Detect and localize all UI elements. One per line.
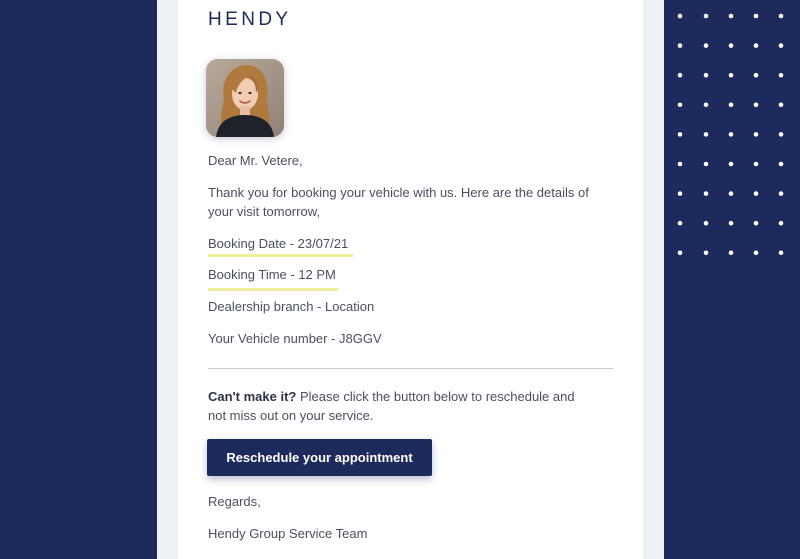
closing-text: Regards, [208,494,261,509]
reschedule-text-body: Please click the button below to reschedule and [299,389,575,404]
decorative-dot [678,14,683,19]
reschedule-button[interactable]: Reschedule your appointment [207,439,432,476]
decorative-dot [754,43,759,48]
decorative-dot [704,162,709,167]
decorative-dot [678,162,683,167]
decorative-dot [729,14,734,19]
decorative-dot [754,251,759,256]
decorative-dot [704,43,709,48]
cant-make-it-label: Can't make it? [208,389,297,404]
brand-logo: HENDY [208,9,292,30]
section-divider [208,368,613,369]
avatar [206,59,284,137]
decorative-dot [678,73,683,78]
decorative-dot [779,103,784,108]
greeting-text: Dear Mr. Vetere, [208,153,303,168]
vehicle-number-text: Your Vehicle number - J8GGV [208,331,382,346]
decorative-dot [754,73,759,78]
decorative-dot [779,251,784,256]
reschedule-text-line1 [208,387,575,406]
reschedule-text-line2: not miss out on your service. [208,408,374,423]
decorative-dot [729,103,734,108]
decorative-dot [704,73,709,78]
decorative-dot [678,103,683,108]
decorative-dot [678,221,683,226]
booking-date-text: Booking Date - 23/07/21 [208,236,349,251]
decorative-dot [704,191,709,196]
decorative-dot [678,132,683,137]
decorative-dot [779,73,784,78]
decorative-dot [779,191,784,196]
dot-pattern-decoration [664,0,800,270]
decorative-dot [779,132,784,137]
decorative-dot [754,132,759,137]
decorative-dot [729,162,734,167]
decorative-dot [729,43,734,48]
decorative-dot [729,251,734,256]
decorative-dot [704,221,709,226]
decorative-dot [678,191,683,196]
decorative-dot [704,14,709,19]
decorative-dot [754,14,759,19]
decorative-dot [704,251,709,256]
booking-date-highlight [208,254,353,257]
decorative-dot [678,43,683,48]
booking-time-highlight [208,288,338,291]
decorative-dot [754,191,759,196]
decorative-dot [754,221,759,226]
signature-text: Hendy Group Service Team [208,526,368,541]
decorative-dot [779,221,784,226]
decorative-dot [678,251,683,256]
person-photo-icon [206,59,284,137]
decorative-dot [704,132,709,137]
decorative-dot [729,73,734,78]
decorative-dot [754,162,759,167]
decorative-dot [754,103,759,108]
intro-text-line2: your visit tomorrow, [208,204,320,219]
decorative-dot [779,162,784,167]
booking-time-text: Booking Time - 12 PM [208,267,336,282]
decorative-dot [729,132,734,137]
decorative-dot [779,14,784,19]
dealership-branch-text: Dealership branch - Location [208,299,375,314]
decorative-dot [704,103,709,108]
intro-text-line1: Thank you for booking your vehicle with us. Here are the details of [208,185,589,200]
decorative-dot [729,221,734,226]
decorative-dot [779,43,784,48]
decorative-dot [729,191,734,196]
